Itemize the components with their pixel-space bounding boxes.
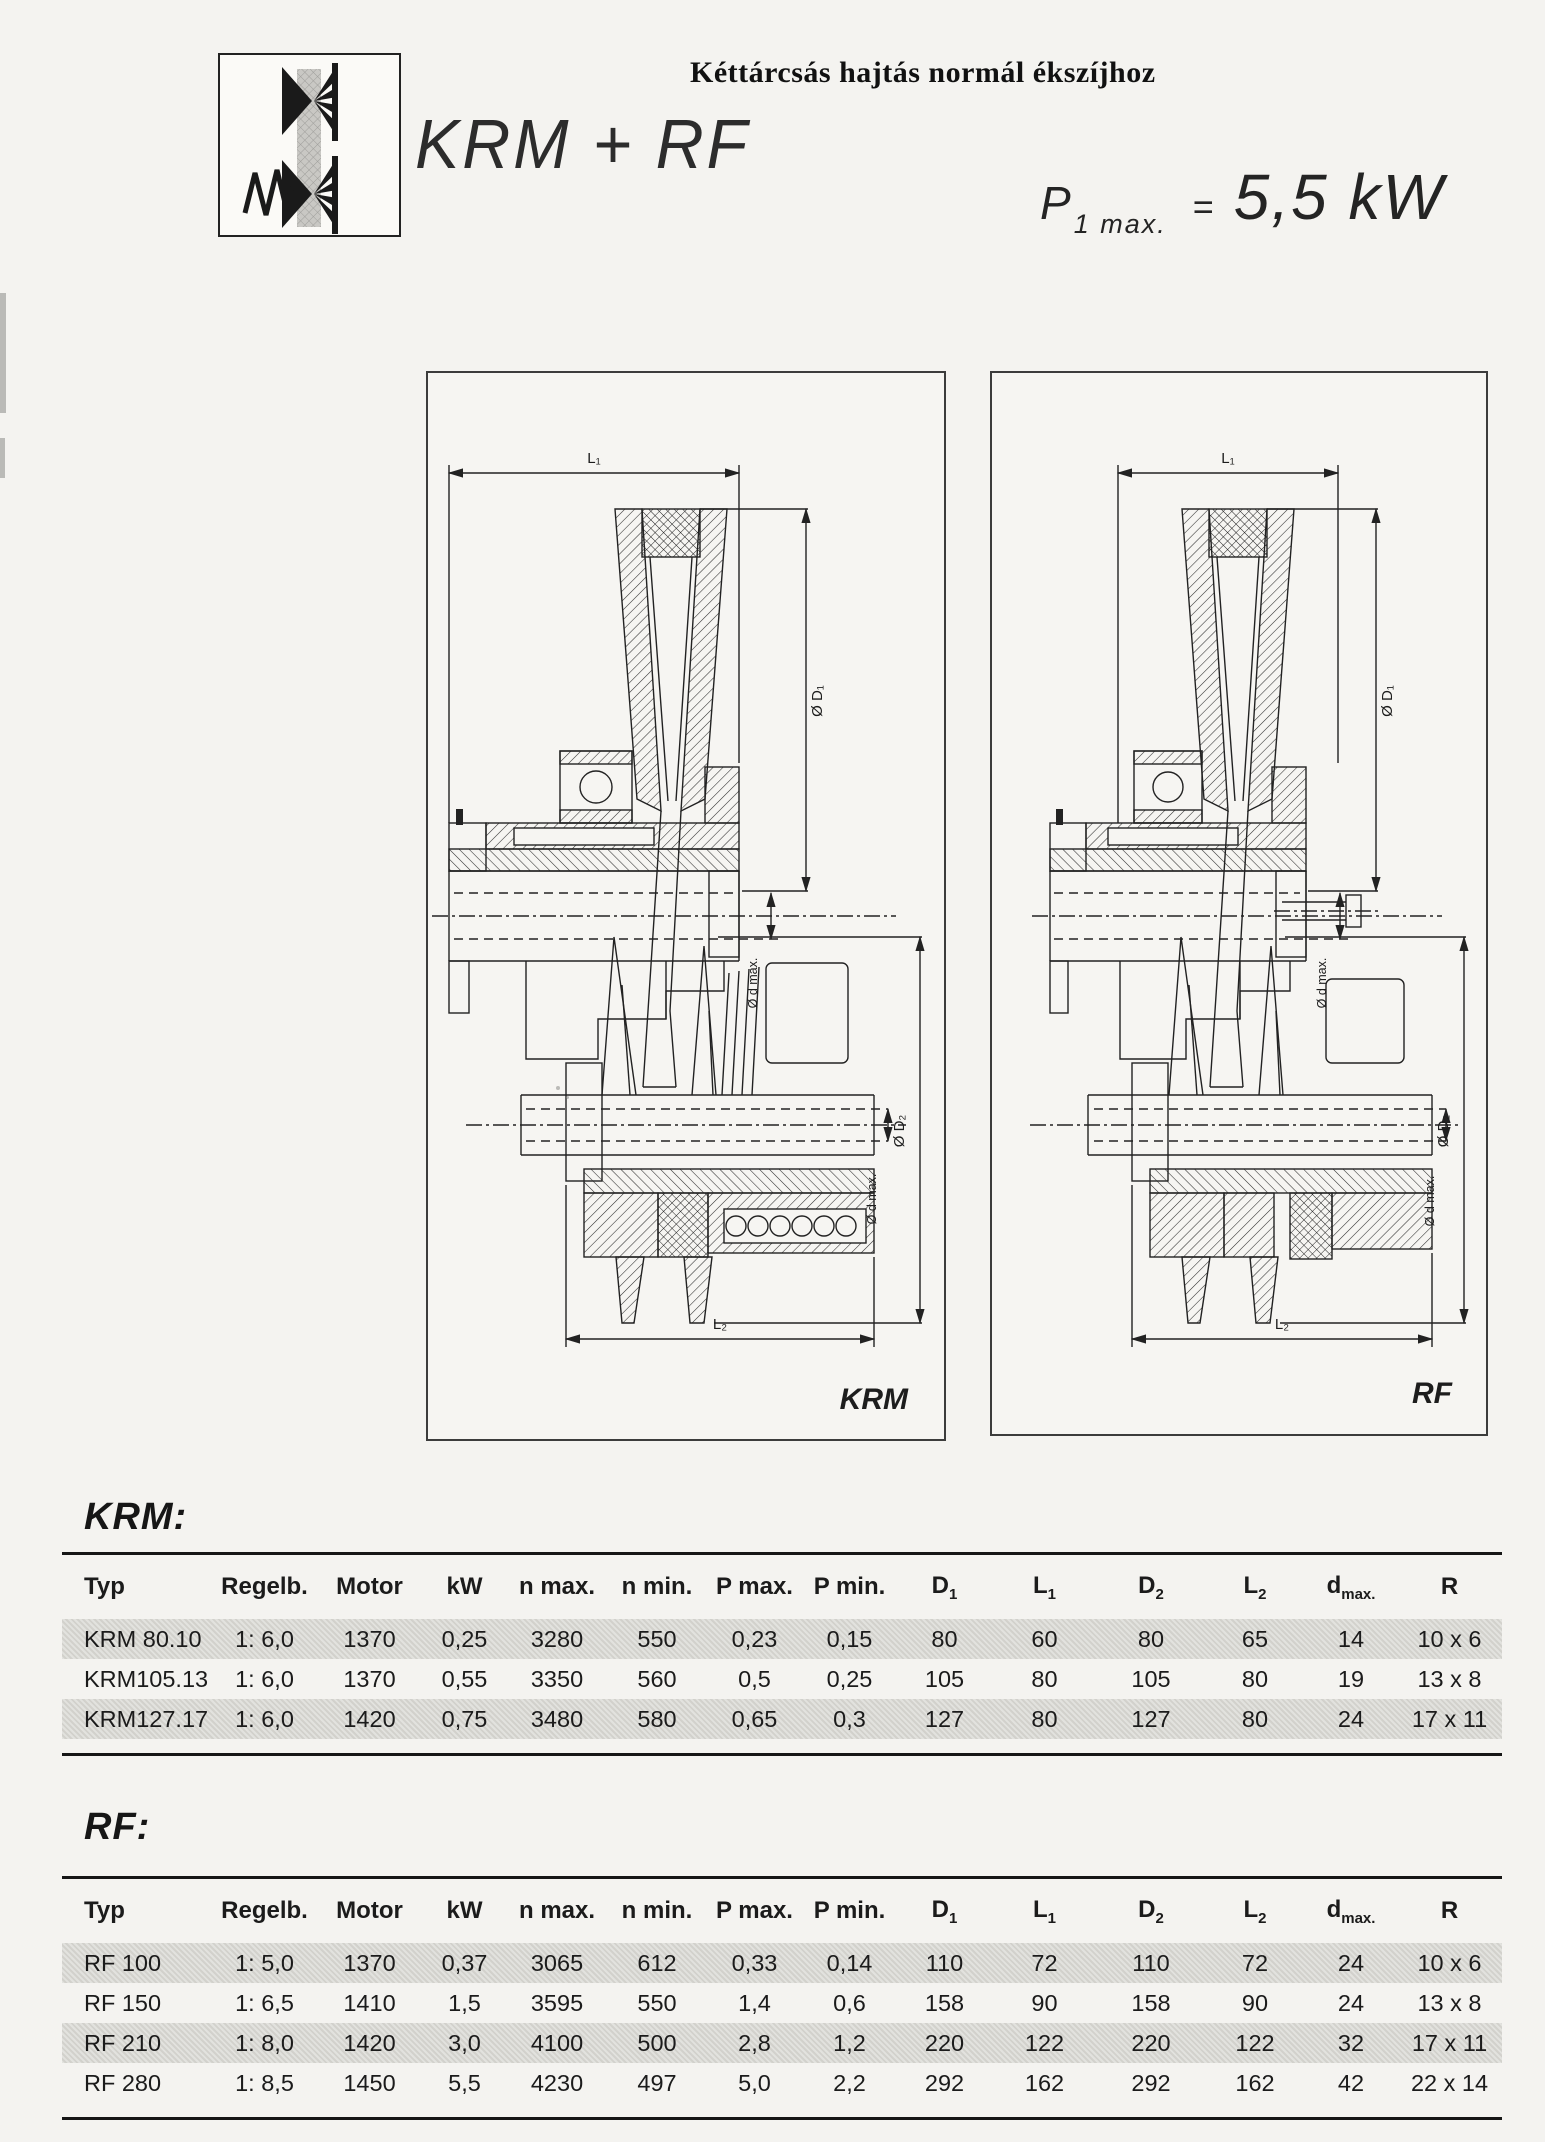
table-cell: 110 xyxy=(1132,1949,1170,1976)
dim-label-l2: L₂ xyxy=(1274,1316,1290,1333)
table-cell: 560 xyxy=(637,1665,677,1692)
column-header: R xyxy=(1440,1573,1459,1600)
table-cell: 1420 xyxy=(343,1705,396,1732)
table-cell: 80 xyxy=(931,1625,958,1652)
table-cell: 127 xyxy=(1131,1705,1171,1732)
table-cell: 1,2 xyxy=(833,2029,866,2056)
table-cell: 612 xyxy=(637,1949,677,1976)
dim-label-d2: Ø D₂ xyxy=(891,1114,908,1148)
table-cell: 292 xyxy=(924,2069,965,2096)
table-cell: 1: 6,0 xyxy=(235,1625,294,1652)
table-cell: 80 xyxy=(1241,1665,1269,1692)
table-cell: 4230 xyxy=(530,2069,584,2096)
dim-label-dmax-bottom: Ø d max. xyxy=(865,1173,879,1225)
table-row xyxy=(62,1659,1502,1699)
table-cell: 1: 6,0 xyxy=(235,1665,294,1692)
table-cell: 220 xyxy=(924,2029,965,2056)
column-header: R xyxy=(1440,1897,1459,1924)
table-cell: 0,6 xyxy=(833,1989,866,2016)
table-cell: 3595 xyxy=(530,1989,584,2016)
column-header: P max. xyxy=(716,1573,793,1600)
dim-label-dmax-bottom: Ø d max. xyxy=(1423,1175,1437,1227)
variator-emblem-icon xyxy=(220,55,399,235)
table-cell: 90 xyxy=(1241,1989,1269,2016)
table-cell: 10 x 6 xyxy=(1417,1949,1482,1976)
table-cell: 158 xyxy=(1131,1989,1171,2016)
table-cell: 3350 xyxy=(530,1665,584,1692)
table-cell: 1370 xyxy=(343,1665,396,1692)
table-cell: 1: 6,0 xyxy=(235,1705,294,1732)
table-cell: 3065 xyxy=(530,1949,584,1976)
table-cell: KRM 80.10 xyxy=(84,1625,202,1652)
table-cell: 17 x 11 xyxy=(1411,1705,1488,1732)
table-cell: 1,4 xyxy=(738,1989,771,2016)
table-cell: 3,0 xyxy=(448,2029,481,2056)
column-header: Typ xyxy=(84,1897,125,1924)
table-cell: 162 xyxy=(1024,2069,1065,2096)
table-cell: 42 xyxy=(1337,2069,1365,2096)
table-cell: RF 280 xyxy=(84,2069,162,2096)
column-header: n max. xyxy=(518,1897,596,1924)
table-cell: 13 x 8 xyxy=(1417,1989,1482,2016)
table-row xyxy=(62,1619,1502,1659)
column-header: $L_2$ xyxy=(1243,1571,1267,1603)
table-cell: 0,37 xyxy=(441,1949,488,1976)
table-cell: 10 x 6 xyxy=(1417,1625,1482,1652)
table-cell: 80 xyxy=(1031,1705,1058,1732)
column-header: $D_1$ xyxy=(931,1895,958,1927)
table-cell: 0,15 xyxy=(826,1625,873,1652)
table-cell: 22 x 14 xyxy=(1410,2069,1489,2096)
table-cell: 24 xyxy=(1337,1705,1365,1732)
drawing-caption-krm: KRM xyxy=(839,1383,908,1416)
column-header: n min. xyxy=(621,1573,693,1600)
column-header: kW xyxy=(446,1573,483,1600)
table-cell: 220 xyxy=(1131,2029,1171,2056)
dim-label-l2: L₂ xyxy=(712,1316,728,1333)
table-cell: 105 xyxy=(924,1665,965,1692)
dim-label-dmax-top: Ø d max. xyxy=(1315,957,1329,1009)
scan-artifact xyxy=(566,1096,569,1099)
table-cell: 1: 8,5 xyxy=(235,2069,294,2096)
dim-label-d2: Ø D₂ xyxy=(1435,1114,1452,1148)
table-cell: 3480 xyxy=(530,1705,584,1732)
column-header: $L_2$ xyxy=(1243,1895,1267,1927)
table-cell: 72 xyxy=(1241,1949,1269,1976)
table-row xyxy=(62,1943,1502,1983)
table-cell: 1450 xyxy=(343,2069,396,2096)
column-header: $D_2$ xyxy=(1138,1895,1164,1927)
column-header: $L_1$ xyxy=(1032,1571,1056,1603)
table-cell: 5,5 xyxy=(448,2069,481,2096)
column-header: n max. xyxy=(518,1573,596,1600)
table-cell: 19 xyxy=(1337,1665,1365,1692)
table-cell: 3280 xyxy=(530,1625,584,1652)
table-cell: KRM127.17 xyxy=(84,1705,209,1732)
table-row xyxy=(62,2063,1502,2103)
table-cell: 1370 xyxy=(343,1625,396,1652)
table-cell: 14 xyxy=(1337,1625,1365,1652)
model-title: KRM + RF xyxy=(415,105,751,183)
table-cell: 1: 8,0 xyxy=(235,2029,294,2056)
table-cell: 1: 6,5 xyxy=(235,1989,294,2016)
table-cell: 550 xyxy=(637,1989,677,2016)
table-cell: 0,5 xyxy=(738,1665,771,1692)
table-cell: 24 xyxy=(1337,1989,1365,2016)
table-cell: 65 xyxy=(1241,1625,1269,1652)
scan-artifact xyxy=(556,1086,560,1090)
table-row xyxy=(62,1699,1502,1739)
table-cell: 90 xyxy=(1031,1989,1058,2016)
table-cell: 2,8 xyxy=(738,2029,771,2056)
column-header: n min. xyxy=(621,1897,693,1924)
table-cell: 0,25 xyxy=(441,1625,488,1652)
dim-label-dmax-top: Ø d max. xyxy=(746,957,760,1009)
technical-drawing-rf xyxy=(990,371,1488,1436)
table-cell: 500 xyxy=(637,2029,677,2056)
table-cell: 5,0 xyxy=(738,2069,771,2096)
page-title: Kéttárcsás hajtás normál ékszíjhoz xyxy=(690,56,1156,89)
power-symbol: P xyxy=(1040,177,1071,229)
table-header-row xyxy=(62,1885,1502,1937)
table-cell: 162 xyxy=(1235,2069,1275,2096)
table-cell: RF 210 xyxy=(84,2029,162,2056)
section-heading-rf: RF: xyxy=(84,1806,151,1848)
table-cell: 550 xyxy=(637,1625,677,1652)
column-header: Motor xyxy=(336,1573,403,1600)
column-header: Motor xyxy=(336,1897,403,1924)
table-row xyxy=(62,1983,1502,2023)
table-cell: 105 xyxy=(1131,1665,1171,1692)
table-cell: 122 xyxy=(1235,2029,1275,2056)
section-heading-krm: KRM: xyxy=(84,1496,188,1538)
table-row xyxy=(62,2023,1502,2063)
technical-drawing-krm xyxy=(426,371,946,1441)
table-cell: 17 x 11 xyxy=(1411,2029,1488,2056)
column-header: Regelb. xyxy=(221,1573,308,1600)
scan-artifact xyxy=(0,293,6,413)
table-cell: 158 xyxy=(924,1989,965,2016)
table-cell: RF 150 xyxy=(84,1989,162,2016)
table-cell: 127 xyxy=(924,1705,965,1732)
column-header: P max. xyxy=(716,1897,793,1924)
table-cell: 60 xyxy=(1031,1625,1058,1652)
krm-data-table xyxy=(62,1552,1502,1756)
table-cell: 110 xyxy=(925,1949,964,1976)
table-cell: 0,33 xyxy=(731,1949,778,1976)
table-cell: 1370 xyxy=(343,1949,396,1976)
table-cell: 0,65 xyxy=(731,1705,778,1732)
table-cell: KRM105.13 xyxy=(84,1665,209,1692)
table-cell: 1420 xyxy=(343,2029,396,2056)
scan-artifact xyxy=(0,438,5,478)
dim-label-l1: L₁ xyxy=(587,450,601,467)
table-cell: 0,14 xyxy=(826,1949,873,1976)
column-header: Typ xyxy=(84,1573,125,1600)
column-header: P min. xyxy=(813,1573,886,1600)
column-header: kW xyxy=(446,1897,483,1924)
rf-data-table xyxy=(62,1876,1502,2120)
table-header-row xyxy=(62,1561,1502,1613)
table-cell: 72 xyxy=(1031,1949,1058,1976)
power-rating xyxy=(1040,160,1445,239)
table-cell: 80 xyxy=(1031,1665,1058,1692)
dim-label-d1: Ø D₁ xyxy=(1379,685,1396,717)
table-cell: 1: 5,0 xyxy=(235,1949,294,1976)
drawing-caption-rf: RF xyxy=(1412,1377,1452,1410)
brand-logo xyxy=(218,53,401,237)
column-header: $L_1$ xyxy=(1032,1895,1056,1927)
table-cell: 1,5 xyxy=(448,1989,481,2016)
column-header: Regelb. xyxy=(221,1897,308,1924)
table-cell: 292 xyxy=(1131,2069,1171,2096)
power-subscript: 1 max. xyxy=(1073,209,1167,239)
table-cell: 497 xyxy=(637,2069,677,2096)
table-cell: 1410 xyxy=(343,1989,396,2016)
table-cell: 0,23 xyxy=(731,1625,778,1652)
table-cell: 80 xyxy=(1241,1705,1269,1732)
table-cell: 32 xyxy=(1337,2029,1365,2056)
column-header: P min. xyxy=(813,1897,886,1924)
table-cell: 122 xyxy=(1024,2029,1065,2056)
column-header: $D_2$ xyxy=(1138,1571,1164,1603)
table-cell: 580 xyxy=(637,1705,677,1732)
column-header: $D_1$ xyxy=(931,1571,958,1603)
dim-label-l1: L₁ xyxy=(1221,450,1235,467)
table-cell: 80 xyxy=(1137,1625,1165,1652)
table-cell: 4100 xyxy=(530,2029,584,2056)
table-cell: 0,55 xyxy=(441,1665,488,1692)
column-header: $d_{max.}$ xyxy=(1326,1571,1376,1603)
equals-sign: = xyxy=(1192,186,1214,227)
table-cell: 2,2 xyxy=(833,2069,866,2096)
table-cell: 0,75 xyxy=(441,1705,488,1732)
table-cell: 13 x 8 xyxy=(1417,1665,1482,1692)
column-header: $d_{max.}$ xyxy=(1326,1895,1376,1927)
table-cell: 0,25 xyxy=(826,1665,873,1692)
table-cell: 0,3 xyxy=(833,1705,866,1732)
table-cell: RF 100 xyxy=(84,1949,162,1976)
dim-label-d1: Ø D₁ xyxy=(809,685,826,717)
table-cell: 24 xyxy=(1337,1949,1365,1976)
power-value: 5,5 kW xyxy=(1233,161,1445,233)
